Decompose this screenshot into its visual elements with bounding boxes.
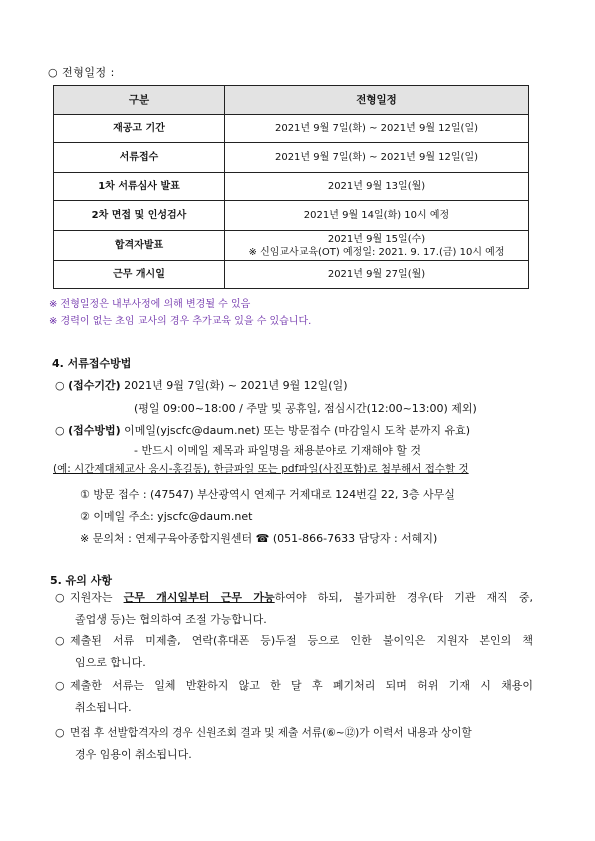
row-label: 1차 서류심사 발표 xyxy=(54,173,225,201)
row-value: 2021년 9월 27일(월) xyxy=(225,261,529,289)
table-row xyxy=(54,261,529,289)
bullet-marker: ○ xyxy=(55,591,65,604)
row-label: 재공고 기간 xyxy=(54,115,225,143)
bullet-marker: ○ xyxy=(55,424,65,437)
contact-info: ※ 문의처 : 연제구육아종합지원센터 ☎ (051-866-7633 담당자 : 서혜지) xyxy=(80,532,438,545)
bullet-marker: ○ xyxy=(55,679,65,692)
row-value: 2021년 9월 7일(화) ~ 2021년 9월 12일(일) xyxy=(225,143,529,173)
bullet-marker: ○ xyxy=(55,379,65,392)
email-address: ② 이메일 주소: yjscfc@daum.net xyxy=(80,510,253,523)
schedule-heading: ○ 전형일정 : xyxy=(48,66,115,79)
submission-method xyxy=(55,422,470,438)
notice-line1: 제출된 서류 미제출, 연락(휴대폰 등)두절 등으로 인한 불이익은 지원자 본인의 책 xyxy=(70,634,533,647)
submission-period xyxy=(55,377,348,393)
schedule-table xyxy=(53,85,529,289)
section4-title: 4. 서류접수방법 xyxy=(52,357,132,370)
table-row xyxy=(54,143,529,173)
row-value xyxy=(225,231,529,261)
section5-title: 5. 유의 사항 xyxy=(50,574,112,587)
row-value: 2021년 9월 7일(화) ~ 2021년 9월 12일(일) xyxy=(225,115,529,143)
bullet-marker: ○ xyxy=(55,726,65,739)
notice-line2: 취소됩니다. xyxy=(75,701,132,714)
notice-item xyxy=(55,630,533,674)
table-row xyxy=(54,201,529,231)
bullet-marker: ○ xyxy=(55,634,65,647)
period-detail: (평일 09:00~18:00 / 주말 및 공휴일, 점심시간(12:00~13:00) 제외) xyxy=(134,402,477,415)
row-value: 2021년 9월 13일(월) xyxy=(225,173,529,201)
row-label: 근무 개시일 xyxy=(54,261,225,289)
notice-item xyxy=(55,722,533,766)
period-label: (접수기간) xyxy=(68,379,121,392)
note-line: ※ 전형일정은 내부사정에 의해 변경될 수 있음 xyxy=(49,299,251,310)
method-detail: - 반드시 이메일 제목과 파일명을 채용분야로 기재해야 할 것 xyxy=(134,444,421,457)
note-line: ※ 경력이 없는 초임 교사의 경우 추가교육 있을 수 있습니다. xyxy=(49,316,312,327)
row-label: 합격자발표 xyxy=(54,231,225,261)
table-header-row xyxy=(54,86,529,115)
notice-highlight: 근무 개시일부터 근무 가능 xyxy=(123,591,275,604)
notice-line1: 지원자는 근무 개시일부터 근무 가능하여야 하되, 불가피한 경우(타 기관 재직 중, xyxy=(70,591,533,604)
row-value: 2021년 9월 14일(화) 10시 예정 xyxy=(225,201,529,231)
row-value-line1: 2021년 9월 15일(수) xyxy=(327,233,426,245)
row-label: 2차 면접 및 인성검사 xyxy=(54,201,225,231)
row-value-line2: ※ 신임교사교육(OT) 예정일: 2021. 9. 17.(금) 10시 예정 xyxy=(248,246,505,258)
notice-item xyxy=(55,587,533,631)
table-row xyxy=(54,173,529,201)
table-row xyxy=(54,231,529,261)
method-label: (접수방법) xyxy=(68,424,121,437)
notice-line2: 졸업생 등)는 협의하여 조절 가능합니다. xyxy=(75,613,267,626)
period-value: 2021년 9월 7일(화) ~ 2021년 9월 12일(일) xyxy=(120,379,348,392)
notice-line1: 면접 후 선발합격자의 경우 신원조회 결과 및 제출 서류(⑥~⑫)가 이력서 내용과 상이할 xyxy=(70,727,472,739)
notice-line2: 경우 임용이 취소됩니다. xyxy=(75,748,192,761)
notice-item xyxy=(55,675,533,719)
table-row xyxy=(54,115,529,143)
filename-example: (예: 시간제대체교사 응시-홍길동), 한글파일 또는 pdf파일(사진포함)로 첨부해서 접수할 것 xyxy=(53,463,469,475)
header-category: 구분 xyxy=(54,86,225,115)
header-schedule: 전형일정 xyxy=(225,86,529,115)
notice-line2: 임으로 합니다. xyxy=(75,656,146,669)
schedule-notes xyxy=(49,296,311,330)
notice-line1: 제출한 서류는 일체 반환하지 않고 한 달 후 폐기처리 되며 허위 기재 시 채용이 xyxy=(70,679,533,692)
method-value: 이메일(yjscfc@daum.net) 또는 방문접수 (마감일시 도착 분까지 유효) xyxy=(120,424,471,437)
visit-address: ① 방문 접수 : (47547) 부산광역시 연제구 거제대로 124번길 22, 3층 사무실 xyxy=(80,488,455,501)
row-label: 서류접수 xyxy=(54,143,225,173)
